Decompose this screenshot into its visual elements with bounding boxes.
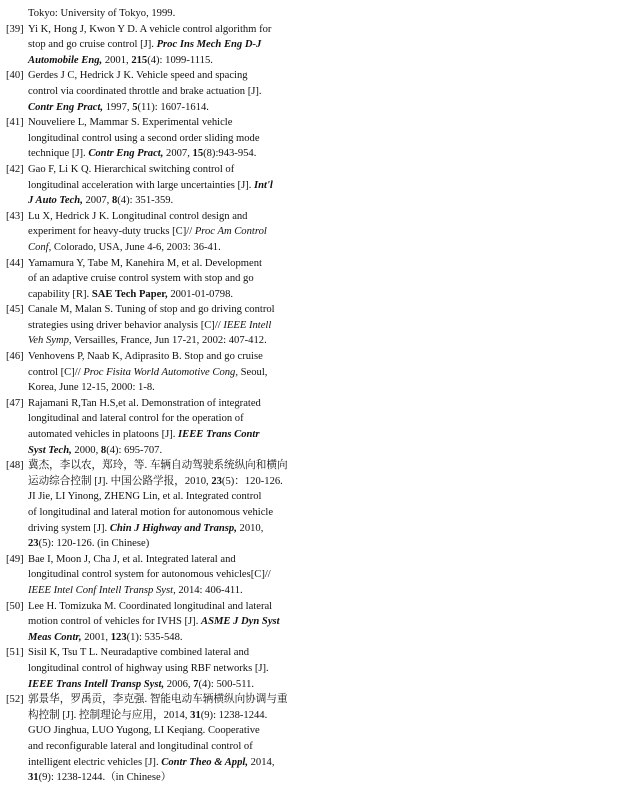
reference-text: 运动综合控制 [J]. 中国公路学报，2010,	[28, 475, 212, 487]
reference-line	[28, 396, 312, 412]
reference-number: [41]	[6, 117, 24, 129]
reference-entry	[6, 645, 312, 692]
reference-number: [48]	[6, 460, 24, 472]
reference-text: 冀杰，李以农，郑玲，等. 车辆自动驾驶系统纵向和横向	[28, 460, 288, 472]
reference-text: 2006,	[164, 678, 194, 690]
reference-line	[28, 178, 312, 194]
reference-text: 2007,	[82, 195, 112, 207]
reference-text: control via coordinated throttle and brake actuation [J].	[28, 85, 262, 97]
reference-line	[28, 115, 312, 131]
reference-number: [51]	[6, 647, 24, 659]
reference-entry	[6, 458, 312, 552]
reference-line	[28, 474, 312, 490]
reference-text: Gerdes J C, Hedrick J K. Vehicle speed and spacing	[28, 70, 248, 82]
volume-number: 15	[192, 148, 204, 160]
reference-text: Lee H. Tomizuka M. Coordinated longitudinal and lateral	[28, 600, 273, 612]
journal-title: Meas Contr,	[28, 631, 82, 643]
journal-title: Proc Fisita World Automotive Cong,	[83, 366, 238, 378]
volume-number: 123	[110, 631, 127, 643]
reference-line	[28, 755, 312, 771]
reference-text: 2000,	[71, 444, 101, 456]
reference-line	[28, 567, 312, 583]
reference-text: stop and go cruise control [J].	[28, 39, 157, 51]
reference-line	[28, 536, 312, 552]
reference-line	[28, 318, 312, 334]
reference-line	[28, 505, 312, 521]
reference-number: [52]	[6, 694, 24, 706]
reference-text: 2014: 406-411.	[175, 584, 243, 596]
reference-line	[28, 458, 312, 474]
reference-line	[28, 302, 312, 318]
journal-title: IEEE Intell	[223, 319, 272, 331]
reference-text: (8):943-954.	[203, 148, 257, 160]
reference-text: Yamamura Y, Tabe M, Kanehira M, et al. Development	[28, 257, 262, 269]
reference-line	[28, 68, 312, 84]
reference-line	[28, 224, 312, 240]
reference-line	[28, 770, 312, 786]
volume-number: SAE Tech Paper,	[91, 288, 168, 300]
reference-text: control [C]//	[28, 366, 84, 378]
reference-text: technique [J].	[28, 148, 89, 160]
reference-line	[28, 411, 312, 427]
reference-entry	[6, 302, 312, 349]
journal-title: Veh Symp,	[28, 335, 72, 347]
reference-line	[28, 443, 312, 459]
reference-text: Nouveliere L, Mammar S. Experimental vehicle	[28, 117, 233, 129]
reference-text: Gao F, Li K Q. Hierarchical switching control of	[28, 163, 235, 175]
reference-text: Sisil K, Tsu T L. Neuradaptive combined lateral and	[28, 647, 250, 659]
reference-line	[28, 614, 312, 630]
reference-text: (9): 1238-1244.（in Chinese）	[38, 772, 172, 784]
reference-text: experiment for heavy-duty trucks [C]//	[28, 226, 195, 238]
reference-line	[28, 677, 312, 693]
journal-title: Syst Tech,	[28, 444, 72, 456]
reference-text: longitudinal acceleration with large uncertainties [J].	[28, 179, 255, 191]
reference-text: (5): 120-126. (in Chinese)	[38, 538, 150, 550]
reference-text: Korea, June 12-15, 2000: 1-8.	[28, 382, 155, 394]
reference-line	[28, 240, 312, 256]
reference-continuation	[6, 6, 312, 22]
reference-line	[28, 521, 312, 537]
reference-entry	[6, 68, 312, 115]
reference-number: [46]	[6, 351, 24, 363]
reference-entry	[6, 256, 312, 303]
volume-number: 8	[111, 195, 118, 207]
journal-title: IEEE Trans Intell Transp Syst,	[28, 678, 165, 690]
volume-number: 215	[131, 54, 148, 66]
reference-line	[28, 84, 312, 100]
volume-number: 23	[28, 538, 39, 550]
reference-entry	[6, 396, 312, 458]
journal-title: Automobile Eng,	[28, 54, 103, 66]
volume-number: 5	[132, 101, 138, 113]
reference-text: 2010,	[236, 522, 264, 534]
volume-number: 31	[190, 709, 201, 721]
reference-text: Bae I, Moon J, Cha J, et al. Integrated lateral and	[28, 553, 236, 565]
reference-text: (4): 695-707.	[106, 444, 163, 456]
reference-text: automated vehicles in platoons [J].	[28, 429, 179, 441]
journal-title: Proc Am Control	[194, 226, 267, 238]
reference-text: Rajamani R,Tan H.S,et al. Demonstration of integrated	[28, 397, 261, 409]
reference-number: [42]	[6, 163, 24, 175]
journal-title: IEEE Intel Conf Intell Transp Syst,	[28, 584, 176, 596]
reference-line	[28, 645, 312, 661]
reference-line	[28, 583, 312, 599]
reference-text: (11): 1607-1614.	[137, 101, 209, 113]
reference-number: [39]	[6, 23, 24, 35]
reference-line: Tokyo: University of Tokyo, 1999.	[28, 8, 176, 19]
reference-number: [45]	[6, 304, 24, 316]
journal-title: J Auto Tech,	[28, 195, 83, 207]
reference-line	[28, 365, 312, 381]
reference-number: [44]	[6, 257, 24, 269]
reference-number: [49]	[6, 553, 24, 565]
reference-text: Versailles, France, Jun 17-21, 2002: 407-412.	[71, 335, 267, 347]
reference-line	[28, 489, 312, 505]
volume-number: 31	[28, 772, 39, 784]
reference-line	[28, 287, 312, 303]
reference-entry	[6, 692, 312, 786]
reference-entry	[6, 599, 312, 646]
reference-text: driving system [J].	[28, 522, 110, 534]
reference-text: longitudinal and lateral control for the operation of	[28, 413, 244, 425]
reference-text: 构控制 [J]. 控制理论与应用，2014,	[28, 709, 191, 721]
reference-line	[28, 380, 312, 396]
reference-text: (1): 535-548.	[126, 631, 183, 643]
reference-line	[28, 256, 312, 272]
reference-line	[28, 162, 312, 178]
reference-line	[28, 708, 312, 724]
reference-text: (4): 500-511.	[198, 678, 255, 690]
journal-title: Proc Ins Mech Eng D-J	[156, 39, 262, 51]
reference-text: Venhovens P, Naab K, Adiprasito B. Stop and go cruise	[28, 351, 263, 363]
reference-list	[6, 6, 312, 786]
reference-text: of longitudinal and lateral motion for autonomous vehicle	[28, 507, 274, 518]
volume-number: 7	[193, 678, 199, 690]
reference-line	[28, 53, 312, 69]
journal-title: Contr Eng Pract,	[88, 148, 164, 160]
reference-entry	[6, 162, 312, 209]
reference-entry	[6, 349, 312, 396]
reference-entry	[6, 22, 312, 69]
reference-entry	[6, 209, 312, 256]
reference-text: Seoul,	[238, 366, 268, 378]
reference-number: [47]	[6, 397, 24, 409]
reference-text: 2007,	[163, 148, 193, 160]
reference-line	[28, 271, 312, 287]
journal-title: Int'l	[254, 179, 273, 191]
reference-line	[28, 22, 312, 38]
reference-text: and reconfigurable lateral and longitudinal control of	[28, 740, 253, 752]
reference-number: [50]	[6, 600, 24, 612]
reference-text: 1997,	[103, 101, 133, 113]
reference-line	[28, 427, 312, 443]
reference-line	[28, 661, 312, 677]
reference-line	[28, 630, 312, 646]
reference-text: Canale M, Malan S. Tuning of stop and go driving control	[28, 304, 275, 316]
reference-text: (5)：120-126.	[221, 475, 283, 487]
reference-text: Yi K, Hong J, Kwon Y D. A vehicle control algorithm for	[28, 23, 272, 35]
reference-text: (4): 351-359.	[117, 195, 174, 207]
reference-line	[28, 333, 312, 349]
reference-line	[28, 552, 312, 568]
reference-entry	[6, 115, 312, 162]
reference-text: 2001,	[102, 54, 132, 66]
reference-entry	[6, 552, 312, 599]
reference-text: capability [R].	[28, 288, 92, 300]
volume-number: 8	[100, 444, 107, 456]
reference-number: [40]	[6, 70, 24, 82]
reference-text: longitudinal control system for autonomous vehicles[C]//	[28, 569, 271, 581]
reference-text: longitudinal control using a second order sliding mode	[28, 132, 260, 144]
reference-text: strategies using driver behavior analysis [C]//	[28, 319, 224, 331]
journal-title: Chin J Highway and Transp,	[109, 522, 237, 534]
reference-line	[28, 349, 312, 365]
reference-line	[28, 692, 312, 708]
reference-text: JI Jie, LI Yinong, ZHENG Lin, et al. Integrated control	[28, 491, 262, 503]
reference-text: (4): 1099-1115.	[147, 54, 213, 66]
journal-title: Contr Theo & Appl,	[161, 756, 248, 768]
journal-title: Conf,	[28, 241, 52, 253]
reference-text: GUO Jinghua, LUO Yugong, LI Keqiang. Cooperative	[28, 725, 260, 737]
reference-text: motion control of vehicles for IVHS [J].	[28, 616, 201, 628]
reference-text: 2001,	[81, 631, 111, 643]
volume-number: 23	[211, 475, 222, 487]
reference-line	[28, 146, 312, 162]
reference-text: Colorado, USA, June 4-6, 2003: 36-41.	[51, 241, 221, 253]
reference-text: (9): 1238-1244.	[200, 709, 268, 721]
journal-title: IEEE Trans Contr	[178, 429, 260, 441]
journal-title: ASME J Dyn Syst	[201, 616, 280, 628]
reference-line	[28, 131, 312, 147]
reference-line	[28, 100, 312, 116]
reference-text: intelligent electric vehicles [J].	[28, 756, 162, 768]
reference-line	[28, 37, 312, 53]
reference-line	[28, 209, 312, 225]
reference-line	[28, 723, 312, 739]
reference-text: 郭景华，罗禹贡，李克强. 智能电动车辆横纵向协调与重	[28, 694, 288, 706]
reference-text: 2001-01-0798.	[167, 288, 234, 300]
reference-text: of an adaptive cruise control system with stop and go	[28, 273, 254, 285]
reference-text: Lu X, Hedrick J K. Longitudinal control design and	[28, 210, 248, 222]
reference-line	[28, 193, 312, 209]
reference-text: longitudinal control of highway using RBF networks [J].	[28, 662, 269, 674]
reference-line	[28, 739, 312, 755]
reference-text: 2014,	[247, 756, 275, 768]
reference-line	[28, 599, 312, 615]
reference-number: [43]	[6, 210, 24, 222]
journal-title: Contr Eng Pract,	[28, 101, 104, 113]
